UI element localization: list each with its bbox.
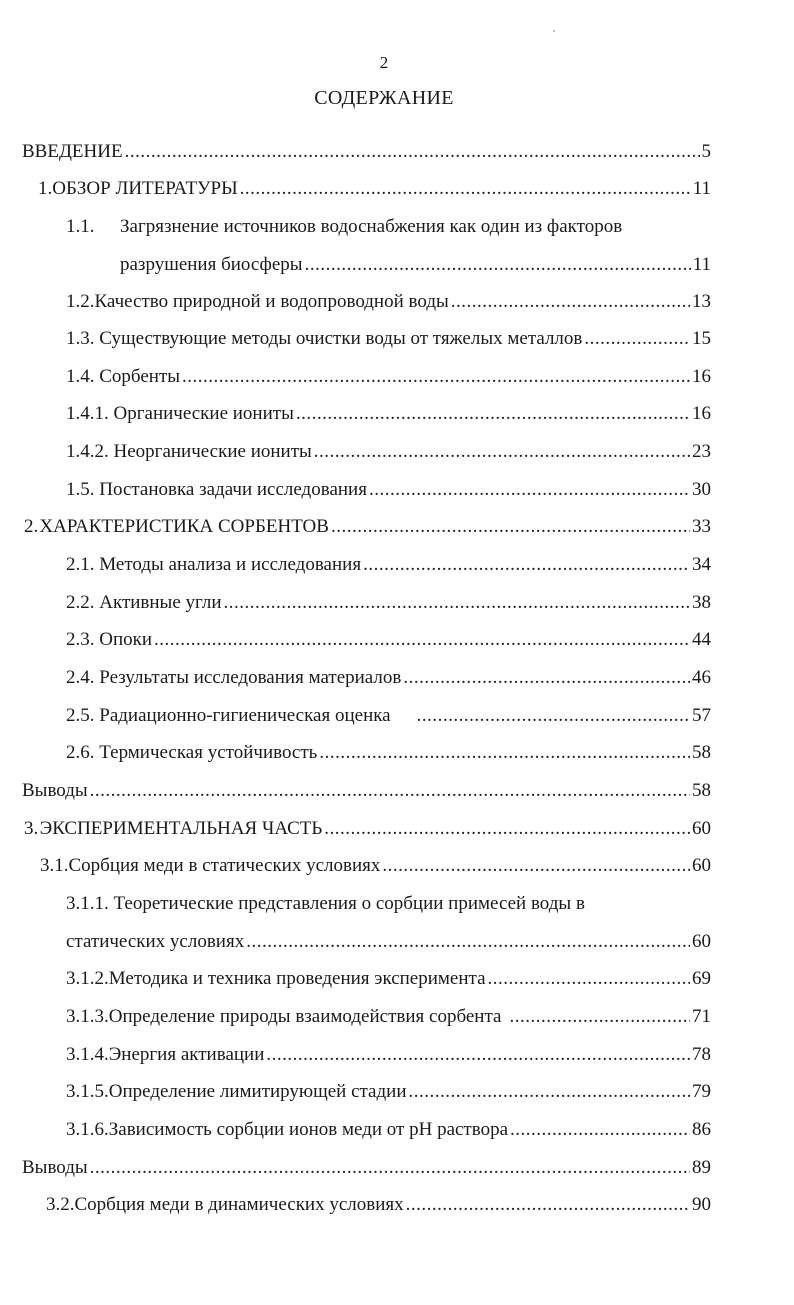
toc-dot-leader	[90, 779, 690, 803]
toc-entry-label: ХАРАКТЕРИСТИКА СОРБЕНТОВ	[39, 516, 329, 537]
toc-entry-3-2[interactable]	[46, 1193, 711, 1219]
toc-dot-leader	[451, 290, 690, 314]
toc-entry-label: 3.1.1. Теоретические представления о сорбции примесей воды в	[66, 893, 585, 914]
toc-page-number: 16	[692, 403, 711, 424]
toc-entry-label: Загрязнение источников водоснабжения как один из факторов	[120, 216, 623, 237]
toc-page-number: 78	[692, 1044, 711, 1065]
toc-entry-label: Качество природной и водопроводной воды	[94, 291, 449, 312]
toc-entry-label: ЭКСПЕРИМЕНТАЛЬНАЯ ЧАСТЬ	[39, 818, 323, 839]
toc-dot-leader	[382, 854, 690, 878]
toc-entry-3-1-1-continued[interactable]	[66, 930, 711, 956]
toc-entry-number: 3.1.	[40, 855, 69, 876]
toc-entry-1-4-2[interactable]	[66, 440, 711, 466]
toc-dot-leader	[319, 741, 690, 765]
toc-dot-leader	[488, 967, 690, 991]
toc-entry-1-4[interactable]	[66, 365, 711, 391]
toc-page-number: 86	[692, 1119, 711, 1140]
toc-dot-leader	[509, 1005, 690, 1029]
toc-entry-label: 2.3. Опоки	[66, 629, 153, 650]
toc-entry-1-1-continued[interactable]	[120, 253, 711, 279]
toc-entry-label: Зависимость сорбции ионов меди от pH раствора	[108, 1119, 509, 1140]
toc-entry-3-1-4[interactable]	[66, 1043, 711, 1069]
page-number: 2	[379, 53, 389, 72]
toc-entry-number: 3.1.2.	[66, 968, 109, 989]
toc-page-number: 11	[692, 178, 711, 199]
toc-entry-label: 2.2. Активные угли	[66, 592, 222, 613]
toc-entry-1-1[interactable]	[66, 215, 711, 241]
toc-entry-label: Методика и техника проведения эксперимента	[108, 968, 486, 989]
toc-entry-2-3[interactable]	[66, 628, 711, 654]
toc-entry-label: 1.4.2. Неорганические иониты	[66, 441, 312, 462]
toc-entry-label: статических условиях	[66, 931, 245, 952]
toc-entry-label: Определение природы взаимодействия сорбента	[108, 1006, 502, 1027]
toc-dot-leader	[369, 478, 690, 502]
toc-entry-1-2[interactable]	[66, 290, 711, 316]
toc-page-number: 79	[692, 1081, 711, 1102]
toc-dot-leader	[363, 553, 690, 577]
toc-page-number: 60	[692, 818, 711, 839]
toc-dot-leader	[246, 930, 690, 954]
toc-entry-3-1-3[interactable]	[66, 1005, 711, 1031]
toc-page-number: 33	[692, 516, 711, 537]
toc-entry-label: Энергия активации	[108, 1044, 265, 1065]
toc-entry-label: 2.5. Радиационно-гигиеническая оценка	[66, 705, 391, 726]
toc-page-number: 30	[692, 479, 711, 500]
toc-dot-leader	[510, 1118, 690, 1142]
toc-entry-label: Сорбция меди в статических условиях	[68, 855, 381, 876]
toc-page-number: 60	[692, 931, 711, 952]
toc-entry-3-1-2[interactable]	[66, 967, 711, 993]
toc-entry-label: Сорбция меди в динамических условиях	[74, 1194, 404, 1215]
toc-entry-label: Выводы	[22, 1157, 88, 1178]
toc-entry-number: 3.1.3.	[66, 1006, 109, 1027]
page-title: СОДЕРЖАНИЕ	[314, 87, 454, 109]
toc-entry-number: 3.	[24, 818, 39, 839]
toc-entry-1[interactable]	[38, 177, 711, 203]
toc-page-number: 46	[692, 667, 711, 688]
toc-page-number: 13	[692, 291, 711, 312]
toc-page-number: 57	[692, 705, 711, 726]
toc-page-number: 60	[692, 855, 711, 876]
toc-entry-number: 3.1.5.	[66, 1081, 109, 1102]
toc-page-number: 38	[692, 592, 711, 613]
toc-dot-leader	[417, 704, 690, 728]
toc-page-number: 23	[692, 441, 711, 462]
toc-dot-leader	[305, 253, 691, 277]
toc-dot-leader	[331, 515, 690, 539]
toc-entry-number: 3.1.4.	[66, 1044, 109, 1065]
toc-entry-number: 1.2.	[66, 291, 95, 312]
toc-dot-leader	[240, 177, 691, 201]
toc-entry-2[interactable]	[24, 515, 711, 541]
toc-entry-3-1[interactable]	[40, 854, 711, 880]
toc-dot-leader	[182, 365, 690, 389]
toc-entry-introduction[interactable]	[22, 140, 711, 166]
toc-page-number: 89	[692, 1157, 711, 1178]
toc-entry-label: Определение лимитирующей стадии	[108, 1081, 407, 1102]
toc-entry-3-1-5[interactable]	[66, 1080, 711, 1106]
toc-entry-label: 2.6. Термическая устойчивость	[66, 742, 318, 763]
toc-dot-leader	[409, 1080, 691, 1104]
toc-entry-1-4-1[interactable]	[66, 402, 711, 428]
toc-entry-3[interactable]	[24, 817, 711, 843]
toc-entry-label: 2.1. Методы анализа и исследования	[66, 554, 362, 575]
toc-entry-label: разрушения биосферы	[120, 254, 303, 275]
toc-entry-number: 1.1.	[66, 216, 95, 237]
toc-page-number: 44	[692, 629, 711, 650]
toc-dot-leader	[403, 666, 690, 690]
toc-page-number: 11	[692, 254, 711, 275]
toc-entry-number: 1.	[38, 178, 53, 199]
toc-page-number: 5	[701, 141, 711, 162]
toc-dot-leader	[584, 327, 690, 351]
toc-entry-label: 2.4. Результаты исследования материалов	[66, 667, 402, 688]
toc-page-number: 58	[692, 780, 711, 801]
toc-entry-label: 1.4.1. Органические иониты	[66, 403, 294, 424]
toc-entry-label: Выводы	[22, 780, 88, 801]
toc-dot-leader	[125, 140, 700, 164]
toc-page-number: 69	[692, 968, 711, 989]
toc-entry-3-1-1[interactable]	[66, 892, 711, 918]
toc-entry-1-3[interactable]	[66, 327, 711, 353]
toc-dot-leader	[314, 440, 690, 464]
toc-dot-leader	[154, 628, 690, 652]
toc-dot-leader	[406, 1193, 690, 1217]
toc-entry-2-2[interactable]	[66, 591, 711, 617]
toc-page-number: 58	[692, 742, 711, 763]
toc-entry-label: 1.4. Сорбенты	[66, 366, 181, 387]
toc-entry-1-5[interactable]	[66, 478, 711, 504]
toc-dot-leader	[296, 402, 690, 426]
toc-entry-2-1[interactable]	[66, 553, 711, 579]
toc-entry-2-5[interactable]	[66, 704, 711, 730]
toc-page-number: 15	[692, 328, 711, 349]
toc-entry-number: 2.	[24, 516, 39, 537]
toc-entry-number: 3.2.	[46, 1194, 75, 1215]
toc-entry-label: 1.3. Существующие методы очистки воды от тяжелых металлов	[66, 328, 583, 349]
toc-entry-conclusions-1[interactable]	[22, 779, 711, 805]
toc-dot-leader	[266, 1043, 690, 1067]
toc-page-number: 71	[692, 1006, 711, 1027]
toc-page-number: 34	[692, 554, 711, 575]
toc-entry-conclusions-2[interactable]	[22, 1156, 711, 1182]
toc-entry-label: 1.5. Постановка задачи исследования	[66, 479, 367, 500]
toc-dot-leader	[224, 591, 691, 615]
toc-entry-label: ВВЕДЕНИЕ	[22, 141, 123, 162]
toc-dot-leader	[324, 817, 690, 841]
toc-entry-2-6[interactable]	[66, 741, 711, 767]
toc-page-number: 90	[692, 1194, 711, 1215]
toc-entry-label: ОБЗОР ЛИТЕРАТУРЫ	[52, 178, 238, 199]
toc-entry-3-1-6[interactable]	[66, 1118, 711, 1144]
toc-entry-2-4[interactable]	[66, 666, 711, 692]
toc-page-number: 16	[692, 366, 711, 387]
toc-entry-number: 3.1.6.	[66, 1119, 109, 1140]
toc-dot-leader	[90, 1156, 690, 1180]
